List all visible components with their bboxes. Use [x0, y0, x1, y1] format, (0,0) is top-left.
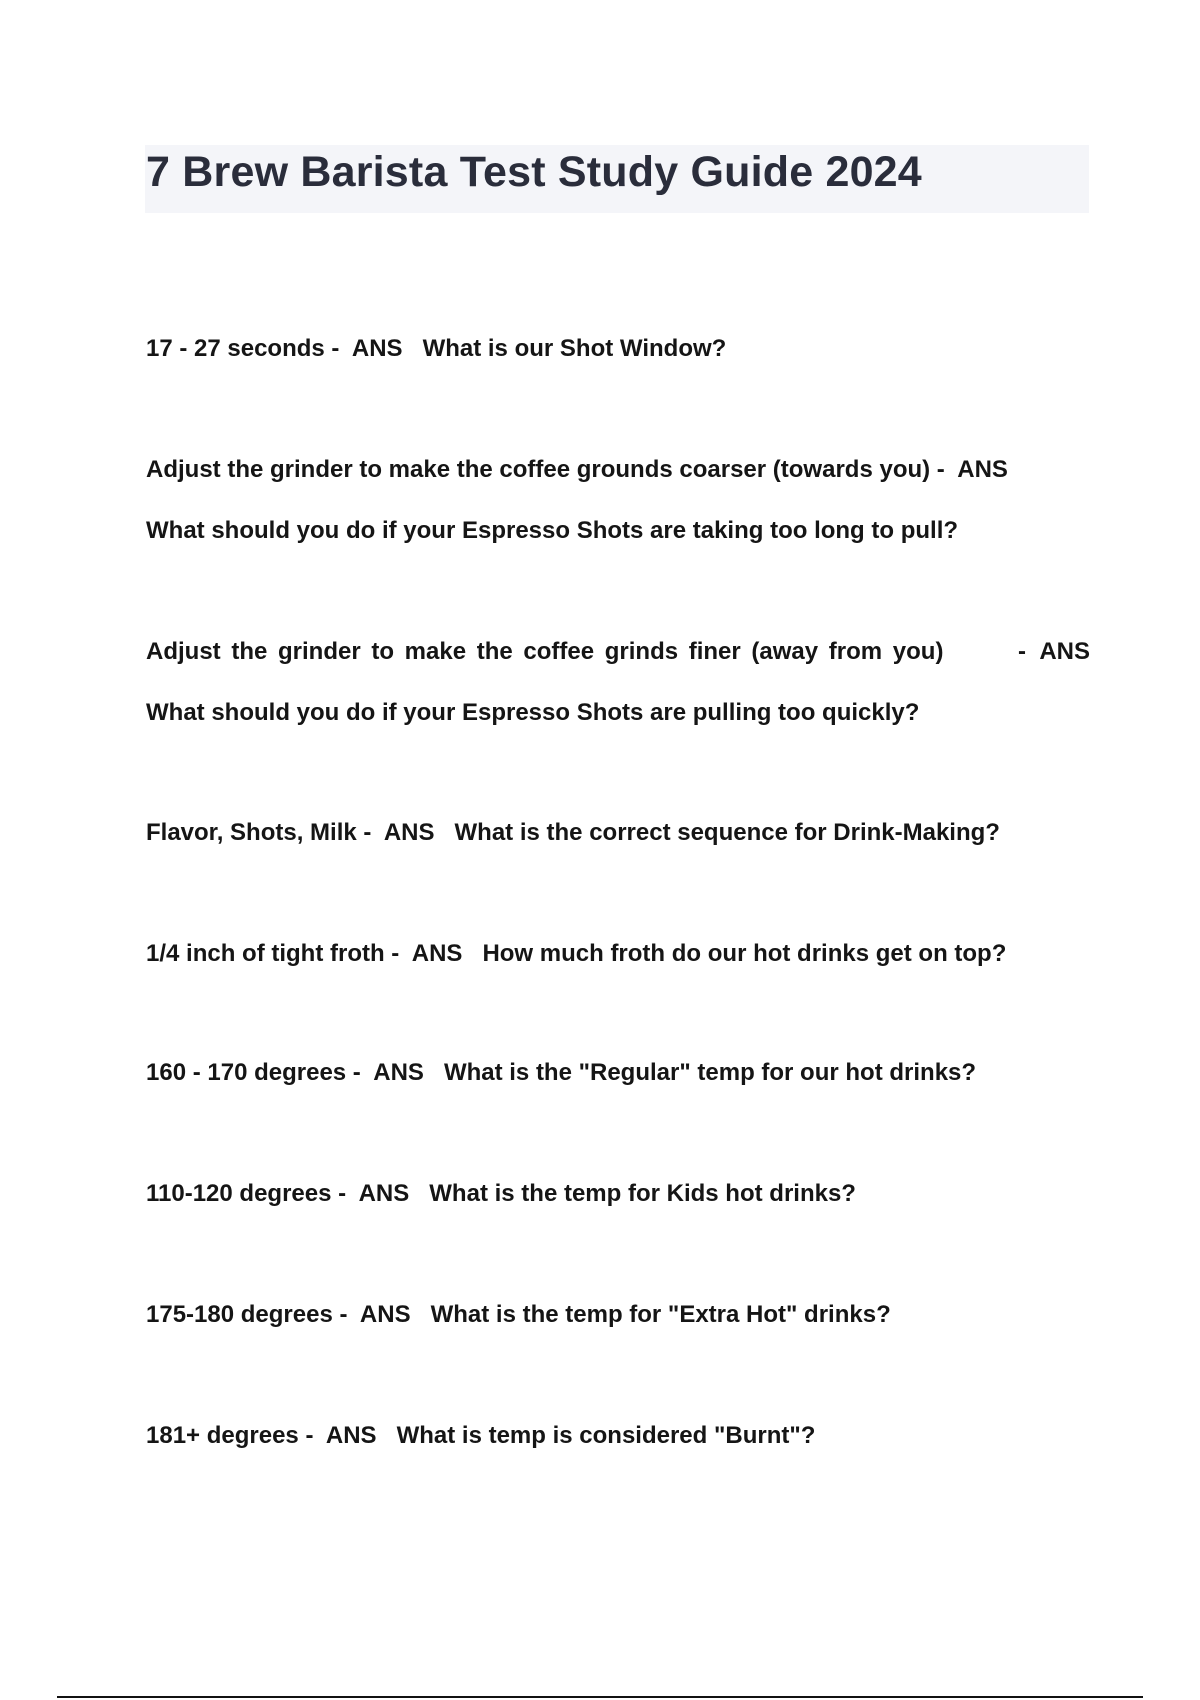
- qa-item: 1/4 inch of tight froth - ANS How much froth do our hot drinks get on top?: [146, 940, 1007, 967]
- qa-question: What is temp is considered "Burnt"?: [396, 1422, 816, 1449]
- qa-item: 175-180 degrees - ANS What is the temp for "Extra Hot" drinks?: [146, 1301, 891, 1328]
- ans-marker: ANS: [358, 1180, 410, 1207]
- footer-divider: [57, 1696, 1143, 1698]
- ans-marker: ANS: [373, 1059, 424, 1086]
- qa-question: What is the temp for "Extra Hot" drinks?: [430, 1301, 891, 1328]
- qa-answer: 175-180 degrees: [146, 1301, 333, 1328]
- qa-question: What is the correct sequence for Drink-Making?: [454, 819, 1000, 846]
- qa-question: What should you do if your Espresso Shots are pulling too quickly?: [146, 699, 920, 726]
- ans-marker: ANS: [411, 940, 463, 967]
- qa-answer: Adjust the grinder to make the coffee grounds coarser (towards you): [146, 456, 931, 483]
- document-title: 7 Brew Barista Test Study Guide 2024: [146, 148, 922, 196]
- qa-item: 110-120 degrees - ANS What is the temp for Kids hot drinks?: [146, 1180, 856, 1207]
- qa-answer: Adjust the grinder to make the coffee grinds finer (away from you): [146, 638, 944, 665]
- qa-item: Adjust the grinder to make the coffee grinds finer (away from you) - ANS What should you do if your Espresso Shots are pulling too quickly?: [146, 621, 1090, 743]
- ans-marker: ANS: [957, 456, 1008, 483]
- ans-marker: ANS: [359, 1301, 411, 1328]
- qa-answer: 181+ degrees: [146, 1422, 299, 1449]
- qa-answer: 17 - 27 seconds: [146, 335, 325, 362]
- ans-marker: ANS: [1039, 638, 1090, 665]
- qa-question: What is the temp for Kids hot drinks?: [429, 1180, 856, 1207]
- ans-marker: ANS: [325, 1422, 377, 1449]
- qa-question: What is our Shot Window?: [422, 335, 727, 362]
- ans-marker: ANS: [383, 819, 435, 846]
- qa-item: 17 - 27 seconds - ANS What is our Shot Window?: [146, 335, 727, 362]
- qa-answer: 110-120 degrees: [146, 1180, 332, 1207]
- qa-answer: 1/4 inch of tight froth: [146, 940, 385, 967]
- ans-marker: ANS: [351, 335, 403, 362]
- qa-answer: 160 - 170 degrees: [146, 1059, 347, 1086]
- qa-item: Adjust the grinder to make the coffee grounds coarser (towards you) - ANS What should you do if your Espresso Shots are taking too long to pull?: [146, 439, 1090, 561]
- qa-item: 181+ degrees - ANS What is temp is considered "Burnt"?: [146, 1422, 816, 1449]
- qa-item: 160 - 170 degrees - ANS What is the "Regular" temp for our hot drinks?: [146, 1059, 977, 1086]
- qa-question: What is the "Regular" temp for our hot drinks?: [443, 1059, 977, 1086]
- qa-item: Flavor, Shots, Milk - ANS What is the correct sequence for Drink-Making?: [146, 819, 1000, 846]
- qa-question: How much froth do our hot drinks get on top?: [482, 940, 1007, 967]
- qa-question: What should you do if your Espresso Shots are taking too long to pull?: [146, 517, 959, 544]
- qa-answer: Flavor, Shots, Milk: [146, 819, 357, 846]
